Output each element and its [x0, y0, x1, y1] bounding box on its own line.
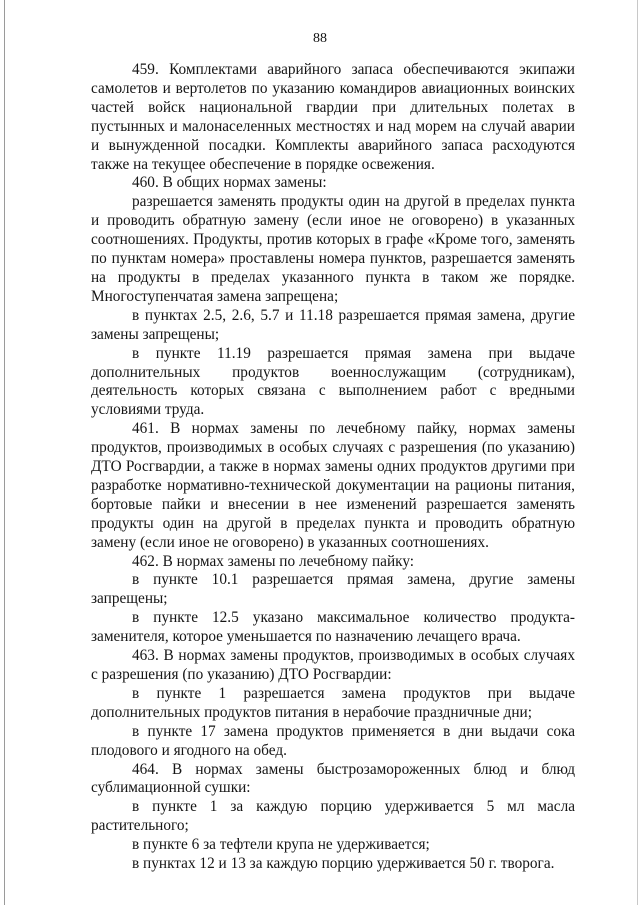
page-left-edge	[4, 0, 5, 905]
paragraph-463-item-1: в пункте 1 разрешается замена продуктов при выдаче дополнительных продуктов питания в нерабочие праздничные дни;	[91, 684, 575, 721]
paragraph-463-heading: 463. В нормах замены продуктов, производимых в особых случаях с разрешения (по указанию) ДТО Росгвардии:	[91, 647, 575, 683]
paragraph-460-items-2-5: в пунктах 2.5, 2.6, 5.7 и 11.18 разрешается прямая замена, другие замены запрещены;	[91, 306, 575, 343]
paragraph-464-item-1: в пункте 1 за каждую порцию удерживается 5 мл масла растительного;	[91, 798, 575, 835]
paragraph-460-heading: 460. В общих нормах замены:	[132, 174, 327, 192]
document-body	[91, 61, 575, 874]
paragraph-459: 459. Комплектами аварийного запаса обеспечиваются экипажи самолетов и вертолетов по указанию командиров авиационных воинских частей войск национальной гвардии при длительных полетах в пустынных и малонаселенных местностях и над морем на случай аварии и вынужденной посадки. Комплекты аварийного запаса расходуются также на текущее обеспечение в порядке освежения.	[91, 61, 575, 173]
page-number: 88	[313, 31, 327, 46]
paragraph-460-replacement-rules: разрешается заменять продукты один на другой в пределах пункта и проводить обратную замену (если иное не оговорено) в указанных соотношениях. Продукты, против которых в графе «Кроме того, заменять по пунктам номера» проставлены номера пунктов, разрешается заменять на продукты в пределах указанного пункта в таком же порядке. Многоступенчатая замена запрещена;	[91, 193, 575, 305]
paragraph-460-item-11-19: в пункте 11.19 разрешается прямая замена при выдаче дополнительных продуктов военнослужащим (сотрудникам), деятельность которых связана с выполнением работ с вредными условиями труда.	[91, 344, 575, 419]
paragraph-462-heading: 462. В нормах замены по лечебному пайку:	[132, 552, 415, 570]
paragraph-464-heading: 464. В нормах замены быстрозамороженных блюд и блюд сублимационной сушки:	[91, 760, 575, 797]
paragraph-462-item-12-5: в пункте 12.5 указано максимальное количество продукта-заменителя, которое уменьшается по назначению лечащего врача.	[91, 609, 575, 646]
page-right-edge	[637, 0, 638, 905]
paragraph-463-item-17: в пункте 17 замена продуктов применяется в дни выдачи сока плодового и ягодного на обед.	[91, 722, 575, 759]
paragraph-464-items-12-13: в пунктах 12 и 13 за каждую порцию удерживается 50 г. творога.	[132, 855, 555, 873]
paragraph-462-item-10-1: в пункте 10.1 разрешается прямая замена, другие замены запрещены;	[91, 571, 575, 608]
paragraph-461: 461. В нормах замены по лечебному пайку, нормах замены продуктов, производимых в особых случаях с разрешения (по указанию) ДТО Росгвардии, а также в нормах замены одних продуктов другими при разработке нормативно-технической документации на рационы питания, бортовые пайки и внесении в нее изменений разрешается заменять продукты один на другой в пределах пункта и проводить обратную замену (если иное не оговорено) в указанных соотношениях.	[91, 420, 575, 551]
paragraph-464-item-6: в пункте 6 за тефтели крупа не удерживается;	[132, 836, 430, 854]
